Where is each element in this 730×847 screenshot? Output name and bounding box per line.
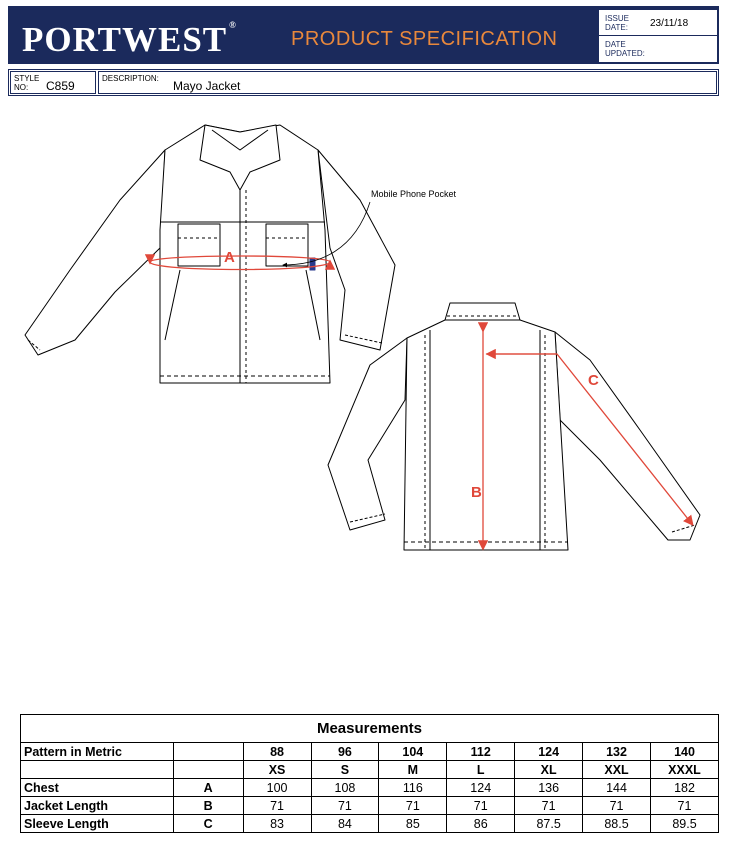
date-box	[598, 9, 718, 63]
table-cell	[173, 743, 243, 761]
table-cell: 182	[650, 779, 718, 797]
marker-a: A	[224, 249, 235, 266]
size-label: XXXL	[650, 761, 718, 779]
marker-c: C	[588, 372, 599, 389]
pattern-size: 124	[515, 743, 583, 761]
style-number-value: C859	[46, 79, 75, 93]
description-cell	[98, 71, 717, 94]
back-view	[328, 303, 700, 550]
size-label: XL	[515, 761, 583, 779]
pattern-row	[21, 743, 719, 761]
pattern-size: 132	[583, 743, 651, 761]
table-cell: 144	[583, 779, 651, 797]
table-cell: 136	[515, 779, 583, 797]
table-cell: 71	[243, 797, 311, 815]
row-code: A	[173, 779, 243, 797]
jacket-technical-drawing	[0, 100, 730, 570]
back-collar	[445, 303, 520, 320]
table-cell: 71	[379, 797, 447, 815]
pattern-size: 112	[447, 743, 515, 761]
table-row	[21, 779, 719, 797]
front-right-sleeve	[318, 150, 395, 350]
size-label-row	[21, 761, 719, 779]
front-left-sleeve	[25, 150, 165, 355]
date-updated-row	[599, 36, 717, 61]
back-left-sleeve	[328, 338, 407, 530]
pattern-label: Pattern in Metric	[21, 743, 174, 761]
row-label: Chest	[21, 779, 174, 797]
pattern-size: 88	[243, 743, 311, 761]
pattern-size: 104	[379, 743, 447, 761]
back-right-sleeve	[555, 332, 700, 540]
table-cell: 71	[311, 797, 379, 815]
table-cell	[21, 761, 174, 779]
row-label: Sleeve Length	[21, 815, 174, 833]
issue-date-value: 23/11/18	[650, 18, 689, 29]
table-cell: 88.5	[583, 815, 651, 833]
issue-date-row	[599, 10, 717, 36]
table-cell: 87.5	[515, 815, 583, 833]
marker-b: B	[471, 484, 482, 501]
front-view	[25, 125, 395, 383]
table-cell: 86	[447, 815, 515, 833]
header-bar	[8, 6, 719, 64]
style-bar	[8, 69, 719, 96]
table-cell: 71	[447, 797, 515, 815]
measurements-table	[20, 714, 719, 833]
table-cell: 83	[243, 815, 311, 833]
table-cell: 100	[243, 779, 311, 797]
brand-logo: PORTWEST ®	[22, 20, 237, 59]
size-label: XXL	[583, 761, 651, 779]
table-row	[21, 815, 719, 833]
pattern-size: 96	[311, 743, 379, 761]
pattern-size: 140	[650, 743, 718, 761]
issue-date-label: ISSUE DATE:	[605, 14, 630, 32]
table-cell: 71	[650, 797, 718, 815]
document-title: PRODUCT SPECIFICATION	[291, 28, 558, 50]
size-label: XS	[243, 761, 311, 779]
description-value: Mayo Jacket	[173, 79, 241, 93]
table-title: Measurements	[21, 715, 719, 743]
row-code: C	[173, 815, 243, 833]
size-label: L	[447, 761, 515, 779]
size-label: M	[379, 761, 447, 779]
table-cell: 124	[447, 779, 515, 797]
table-cell: 85	[379, 815, 447, 833]
table-row	[21, 797, 719, 815]
table-cell: 116	[379, 779, 447, 797]
row-label: Jacket Length	[21, 797, 174, 815]
size-label: S	[311, 761, 379, 779]
table-cell: 71	[583, 797, 651, 815]
pocket-callout-label: Mobile Phone Pocket	[371, 189, 457, 199]
row-code: B	[173, 797, 243, 815]
table-cell: 84	[311, 815, 379, 833]
table-cell	[173, 761, 243, 779]
table-title-row	[21, 715, 719, 743]
table-cell: 108	[311, 779, 379, 797]
phone-pocket-marker	[310, 258, 315, 270]
style-number-cell	[10, 71, 96, 94]
description-label: DESCRIPTION:	[102, 74, 159, 83]
table-cell: 71	[515, 797, 583, 815]
date-updated-label: DATE UPDATED:	[605, 40, 645, 58]
style-number-label: STYLE NO:	[14, 74, 40, 92]
table-cell: 89.5	[650, 815, 718, 833]
